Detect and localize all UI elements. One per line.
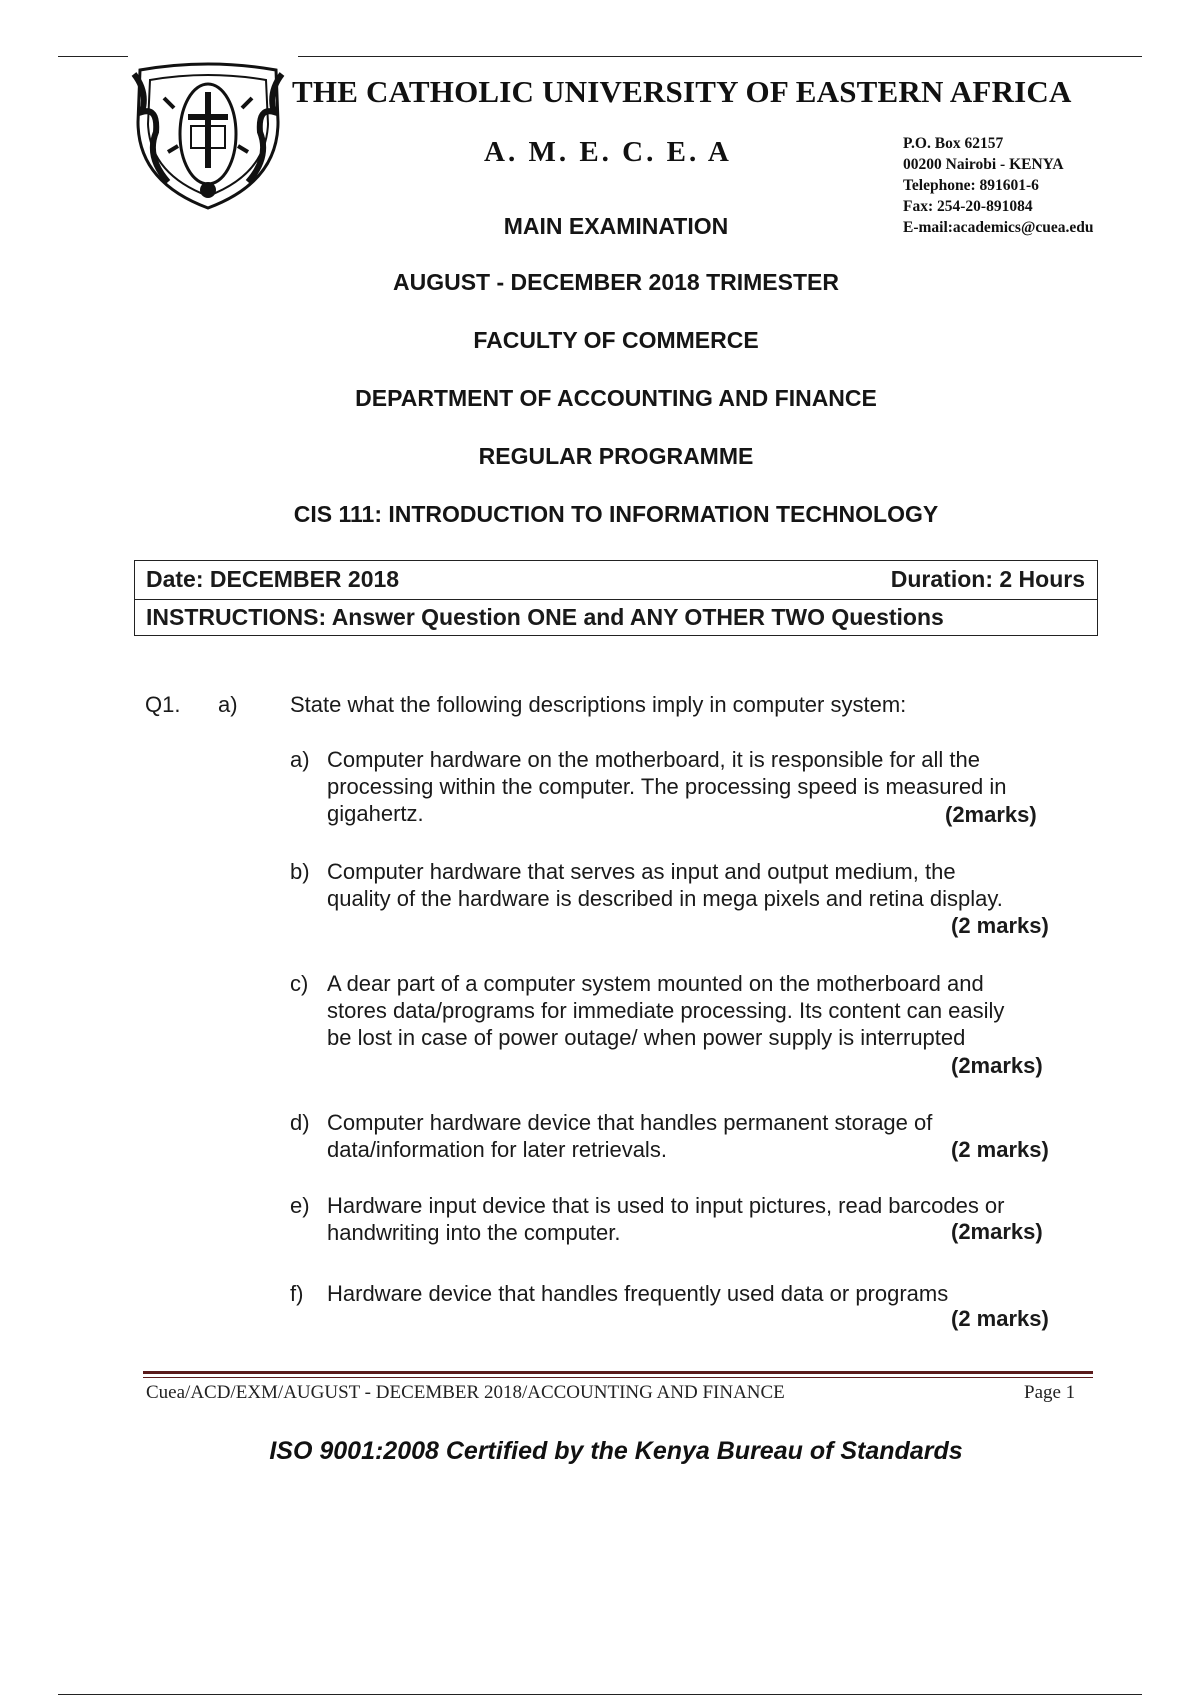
exam-type: MAIN EXAMINATION — [503, 213, 729, 239]
programme: REGULAR PROGRAMME — [478, 443, 754, 469]
item-line: be lost in case of power outage/ when power supply is interrupted — [327, 1025, 966, 1050]
faculty: FACULTY OF COMMERCE — [473, 327, 759, 353]
item-marks: (2 marks) — [951, 913, 1049, 938]
footer-rule — [143, 1371, 1093, 1374]
question-intro: State what the following descriptions imply in computer system: — [290, 692, 907, 717]
item-marks: (2 marks) — [951, 1137, 1049, 1162]
item-letter: d) — [290, 1110, 310, 1135]
po-box: P.O. Box 62157 — [903, 135, 1004, 152]
item-line: Computer hardware that serves as input and output medium, the — [327, 859, 956, 884]
department: DEPARTMENT OF ACCOUNTING AND FINANCE — [355, 385, 877, 411]
item-letter: e) — [290, 1193, 310, 1218]
question-part: a) — [218, 692, 238, 717]
item-line: Hardware input device that is used to input pictures, read barcodes or — [327, 1193, 1005, 1218]
item-marks: (2marks) — [951, 1053, 1043, 1078]
exam-duration: Duration: 2 Hours — [890, 566, 1085, 592]
item-line: Hardware device that handles frequently used data or programs — [327, 1281, 949, 1306]
fax: Fax: 254-20-891084 — [903, 198, 1033, 215]
course-title: CIS 111: INTRODUCTION TO INFORMATION TECHNOLOGY — [293, 501, 939, 527]
item-letter: b) — [290, 859, 310, 884]
page-number: Page 1 — [1024, 1382, 1076, 1403]
item-marks: (2marks) — [951, 1219, 1043, 1244]
item-letter: f) — [290, 1281, 304, 1306]
item-marks: (2marks) — [945, 802, 1037, 827]
item-letter: c) — [290, 971, 309, 996]
telephone: Telephone: 891601-6 — [903, 177, 1039, 194]
university-name: THE CATHOLIC UNIVERSITY OF EASTERN AFRICA — [292, 74, 1072, 109]
amecea-label: A. M. E. C. E. A — [484, 136, 732, 168]
university-crest-logo — [128, 62, 288, 212]
item-line: Computer hardware on the motherboard, it is responsible for all the — [327, 747, 981, 772]
top-rule-left — [58, 56, 128, 57]
exam-info-box — [134, 560, 1098, 636]
item-line: gigahertz. — [327, 801, 424, 826]
iso-certification: ISO 9001:2008 Certified by the Kenya Bureau of Standards — [269, 1437, 963, 1465]
city: 00200 Nairobi - KENYA — [903, 156, 1064, 173]
item-line: Computer hardware device that handles permanent storage of — [327, 1110, 933, 1135]
email: E-mail:academics@cuea.edu — [903, 219, 1094, 236]
item-line: handwriting into the computer. — [327, 1220, 621, 1245]
exam-date: Date: DECEMBER 2018 — [146, 566, 400, 592]
exam-trimester: AUGUST - DECEMBER 2018 TRIMESTER — [392, 269, 839, 295]
question-number: Q1. — [145, 692, 181, 717]
item-marks: (2 marks) — [951, 1306, 1049, 1331]
item-line: processing within the computer. The processing speed is measured in — [327, 774, 1007, 799]
item-line: quality of the hardware is described in mega pixels and retina display. — [327, 886, 1003, 911]
item-line: A dear part of a computer system mounted on the motherboard and — [327, 971, 984, 996]
item-letter: a) — [290, 747, 310, 772]
item-line: stores data/programs for immediate processing. Its content can easily — [327, 998, 1005, 1023]
date-duration-row — [135, 561, 1097, 600]
footer-rule-thin — [143, 1377, 1093, 1378]
exam-instructions: INSTRUCTIONS: Answer Question ONE and ANY OTHER TWO Questions — [146, 604, 944, 630]
item-line: data/information for later retrievals. — [327, 1137, 667, 1162]
instructions-row — [135, 599, 1097, 637]
top-rule-right — [298, 56, 1142, 57]
bottom-rule — [58, 1694, 1142, 1695]
footer-reference: Cuea/ACD/EXM/AUGUST - DECEMBER 2018/ACCOUNTING AND FINANCE — [146, 1382, 785, 1403]
